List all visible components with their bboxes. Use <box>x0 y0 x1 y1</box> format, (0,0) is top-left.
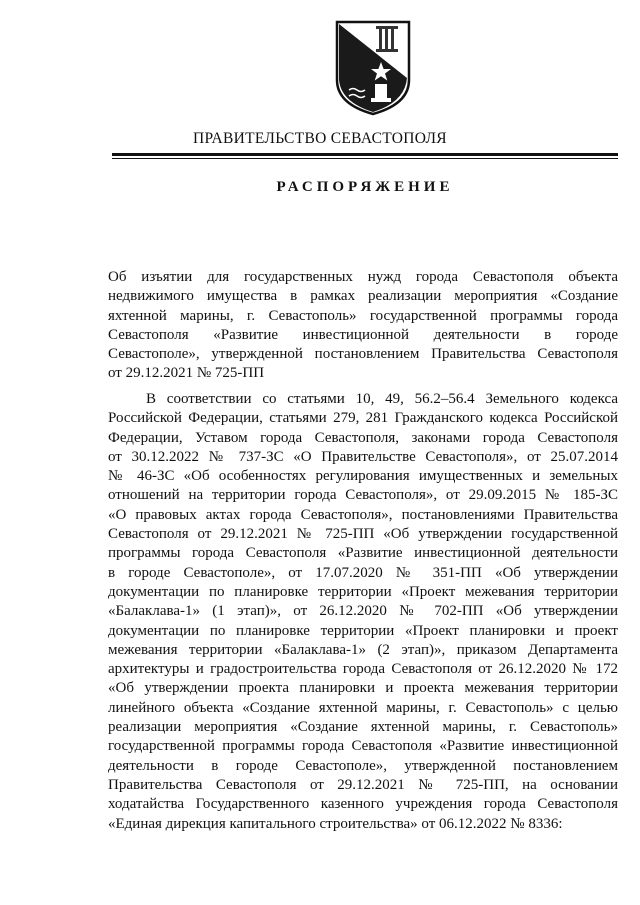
body-line: Севастополя от 29.12.2021 № 725-ПП «Об утверждении государственной <box>108 526 618 543</box>
body-line: в городе Севастополе», от 17.07.2020 № 351-ПП «Об утверждении <box>108 564 618 581</box>
body-line: деятельности в городе Севастополе», утвержденной постановлением <box>108 757 618 774</box>
subject-line: яхтенной марины, г. Севастополь» государственной программы города <box>108 307 618 324</box>
body-line: Правительства Севастополя от 29.12.2021 № 725-ПП, на основании <box>108 776 618 793</box>
organization-title: ПРАВИТЕЛЬСТВО СЕВАСТОПОЛЯ <box>193 130 447 147</box>
body-line: межевания территории «Балаклава-1» (2 этап)», приказом Департамента <box>108 641 618 658</box>
body-line: № 46-ЗС «Об особенностях регулирования имущественных и земельных <box>108 468 618 485</box>
body-line: «Единая дирекция капитального строительства» от 06.12.2022 № 8336: <box>108 815 563 832</box>
header-divider-thick <box>112 153 618 156</box>
document-type-heading: РАСПОРЯЖЕНИЕ <box>276 179 454 195</box>
document-body <box>108 390 618 834</box>
body-line: Федерации, Уставом города Севастополя, законами города Севастополя <box>108 429 618 446</box>
body-line: документации по планировке территории «Проект планировки и проект <box>108 622 618 639</box>
body-line: линейного объекта «Создание яхтенной марины, г. Севастополь» с целью <box>108 699 618 716</box>
subject-line: Севастополе», утвержденной постановлением Правительства Севастополя <box>108 346 618 363</box>
body-line: от 30.12.2022 № 737-ЗС «О Правительстве Севастополя», от 25.07.2014 <box>108 448 618 465</box>
body-line: реализации мероприятия «Создание яхтенной марины, г. Севастополь» <box>108 719 618 736</box>
body-line: документации по планировке территории «Проект межевания территории <box>108 583 618 600</box>
document-subject <box>108 268 618 384</box>
body-line: программы города Севастополя «Развитие инвестиционной деятельности <box>108 545 618 562</box>
body-line: государственной программы города Севастополя «Развитие инвестиционной <box>108 738 618 755</box>
body-line: В соответствии со статьями 10, 49, 56.2–56.4 Земельного кодекса <box>146 391 618 407</box>
body-line: архитектуры и градостроительства города Севастополя от 26.12.2020 № 172 <box>108 661 618 678</box>
subject-line: от 29.12.2021 № 725-ПП <box>108 365 265 382</box>
body-line: «Балаклава-1» (1 этап)», от 26.12.2020 № 702-ПП «Об утверждении <box>108 603 618 620</box>
body-line: «Об утверждении проекта планировки и проекта межевания территории <box>108 680 618 697</box>
subject-line: Севастополя «Развитие инвестиционной деятельности в городе <box>108 326 618 343</box>
body-line: ходатайства Государственного казенного учреждения города Севастополя <box>108 796 618 813</box>
subject-line: недвижимого имущества в рамках реализации мероприятия «Создание <box>108 288 618 305</box>
header-divider-thin <box>112 158 618 159</box>
coat-of-arms-icon <box>333 18 413 116</box>
body-line: «О правовых актах города Севастополя», постановлениями Правительства <box>108 506 618 523</box>
body-line: Российской Федерации, статьями 279, 281 Гражданского кодекса Российской <box>108 410 618 427</box>
subject-line: Об изъятии для государственных нужд города Севастополя объекта <box>108 269 618 285</box>
body-line: отношений на территории города Севастополя», от 29.09.2015 № 185-ЗС <box>108 487 618 504</box>
